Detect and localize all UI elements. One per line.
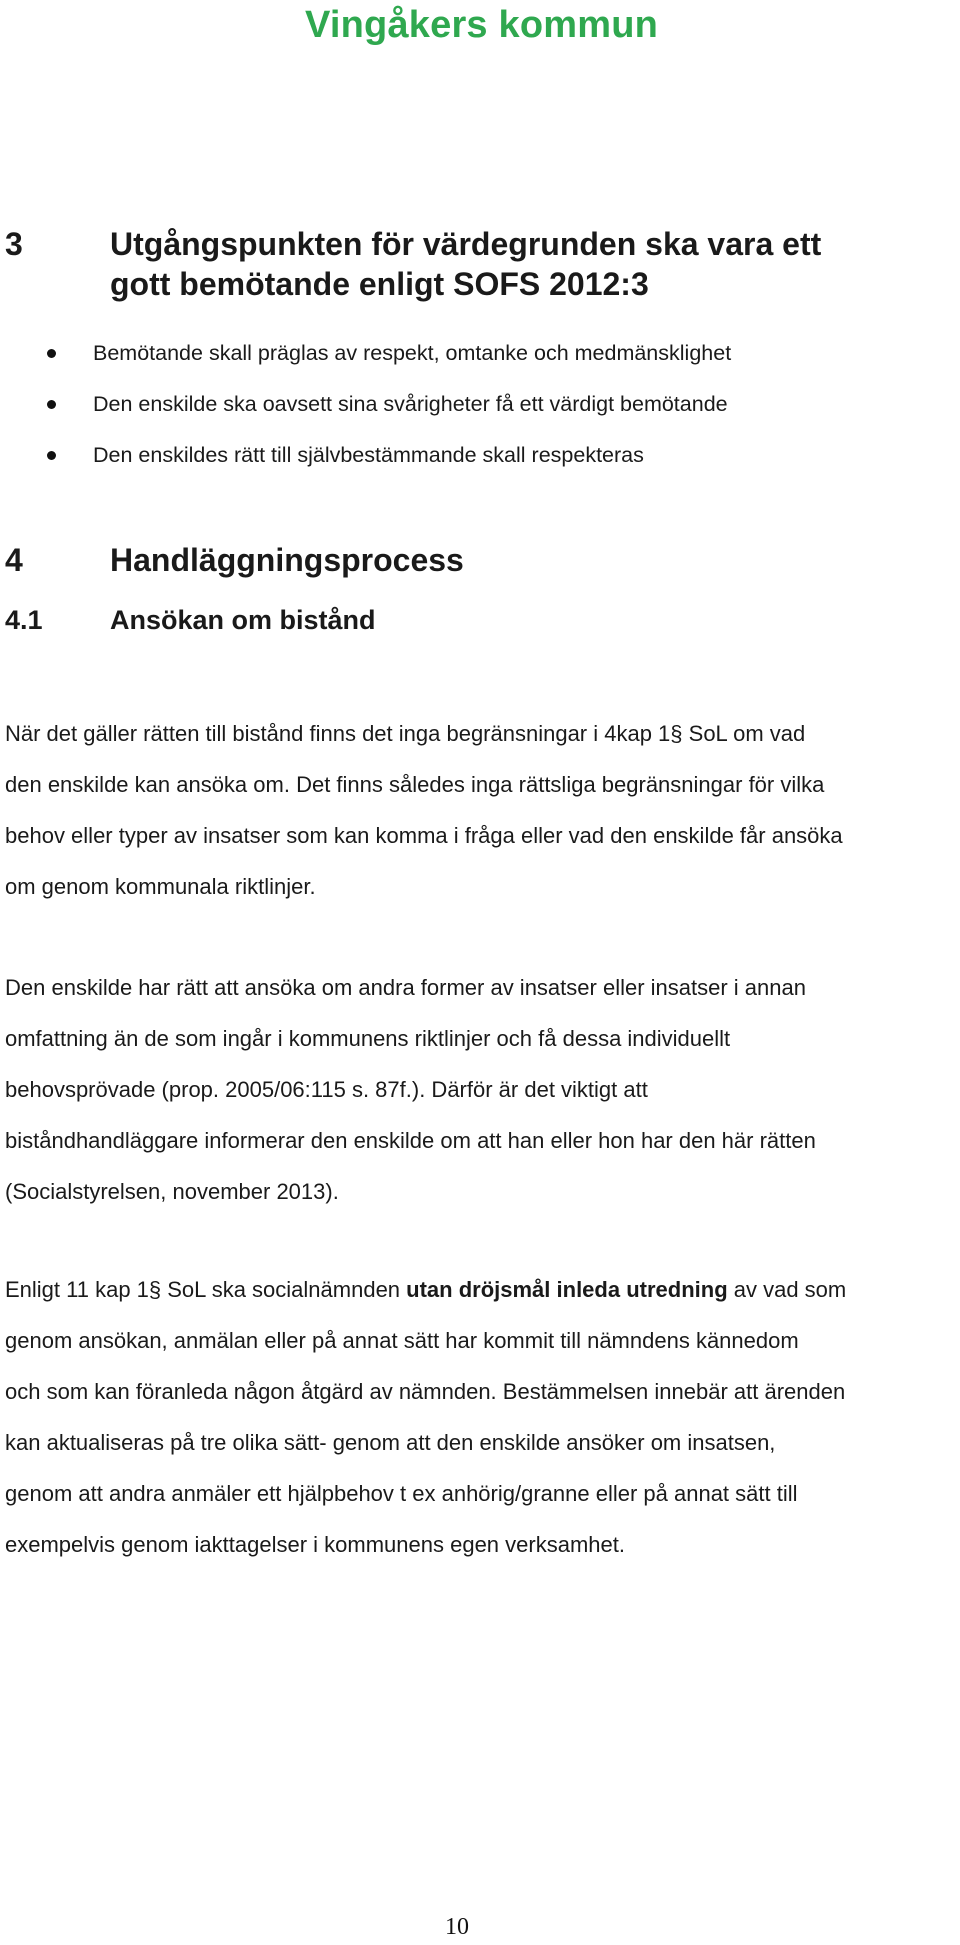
bullet-text: Den enskildes rätt till självbestämmande skall respekteras	[93, 443, 644, 467]
paragraph-line: genom att andra anmäler ett hjälpbehov t ex anhörig/granne eller på annat sätt till	[5, 1481, 798, 1506]
bullet-icon	[47, 451, 56, 460]
section-4-1-number: 4.1	[5, 605, 43, 635]
paragraph-line	[5, 1264, 960, 1315]
paragraph-text: Enligt 11 kap 1§ SoL ska socialnämnden	[5, 1277, 407, 1302]
paragraph-3	[5, 1264, 960, 1570]
paragraph-line: (Socialstyrelsen, november 2013).	[5, 1179, 339, 1204]
municipality-header: Vingåkers kommun	[305, 4, 659, 46]
bullet-text: Bemötande skall präglas av respekt, omtanke och medmänsklighet	[93, 341, 732, 365]
paragraph-2	[5, 962, 960, 1217]
paragraph-line: behovsprövade (prop. 2005/06:115 s. 87f.). Därför är det viktigt att	[5, 1077, 648, 1102]
section-4-1-title: Ansökan om bistånd	[110, 605, 376, 635]
paragraph-line: biståndhandläggare informerar den enskilde om att han eller hon har den här rätten	[5, 1128, 816, 1153]
paragraph-line: omfattning än de som ingår i kommunens riktlinjer och få dessa individuellt	[5, 1026, 731, 1051]
paragraph-line: När det gäller rätten till bistånd finns det inga begränsningar i 4kap 1§ SoL om vad	[5, 721, 806, 746]
section-3-number: 3	[5, 226, 23, 262]
values-bullet-list	[0, 336, 960, 489]
bullet-item	[0, 336, 960, 387]
bullet-icon	[47, 349, 56, 358]
section-3-title-line-1: Utgångspunkten för värdegrunden ska vara ett	[110, 226, 822, 262]
paragraph-line: Den enskilde har rätt att ansöka om andra former av insatser eller insatser i annan	[5, 975, 806, 1000]
bullet-item	[0, 438, 960, 489]
paragraph-line: och som kan föranleda någon åtgärd av nämnden. Bestämmelsen innebär att ärenden	[5, 1379, 846, 1404]
paragraph-line: behov eller typer av insatser som kan komma i fråga eller vad den enskilde får ansöka	[5, 823, 843, 848]
bullet-icon	[47, 400, 56, 409]
paragraph-line: genom ansökan, anmälan eller på annat sätt har kommit till nämndens kännedom	[5, 1328, 799, 1353]
paragraph-text: av vad som	[727, 1277, 847, 1302]
bullet-item	[0, 387, 960, 438]
page-number: 10	[445, 1914, 469, 1940]
bullet-text: Den enskilde ska oavsett sina svårigheter få ett värdigt bemötande	[93, 392, 728, 416]
paragraph-line: den enskilde kan ansöka om. Det finns således inga rättsliga begränsningar för vilka	[5, 772, 825, 797]
section-4-title: Handläggningsprocess	[110, 542, 464, 578]
section-4-number: 4	[5, 542, 23, 578]
paragraph-line: om genom kommunala riktlinjer.	[5, 874, 316, 899]
paragraph-1	[5, 708, 960, 912]
emphasized-text: utan dröjsmål inleda utredning	[406, 1277, 728, 1302]
section-3-title	[110, 224, 930, 304]
paragraph-line: kan aktualiseras på tre olika sätt- genom att den enskilde ansöker om insatsen,	[5, 1430, 776, 1455]
section-3-title-line-2: gott bemötande enligt SOFS 2012:3	[110, 266, 649, 302]
paragraph-line: exempelvis genom iakttagelser i kommunens egen verksamhet.	[5, 1532, 625, 1557]
